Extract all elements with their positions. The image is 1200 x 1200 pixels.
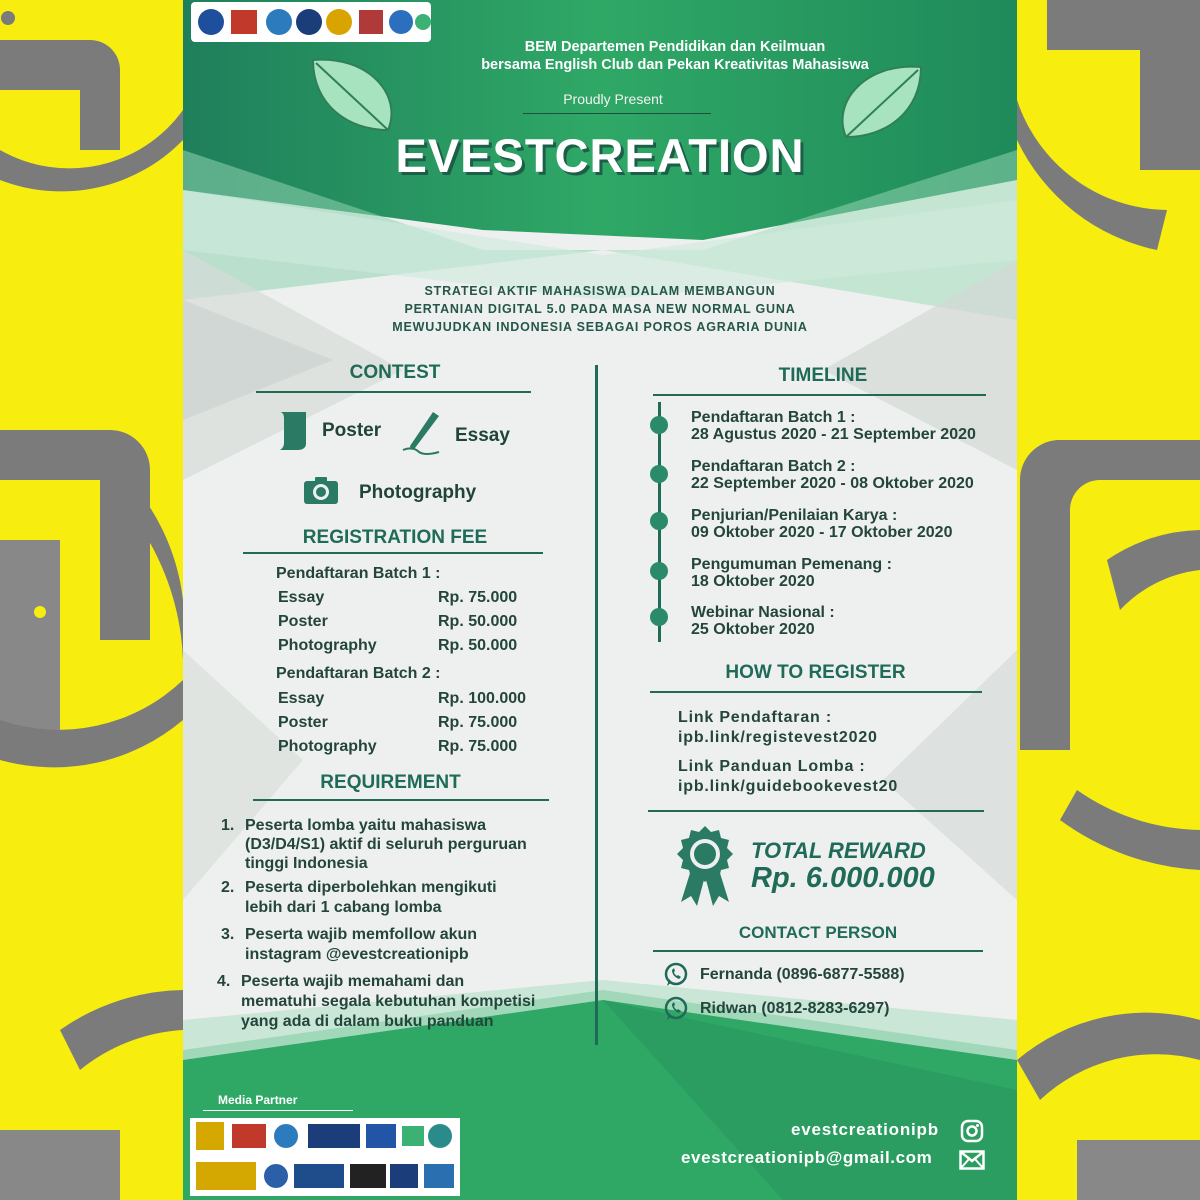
- batch2-label: Pendaftaran Batch 2 :: [276, 665, 441, 682]
- batch1-essay: Essay: [278, 589, 325, 606]
- timeline-item-4: [691, 556, 892, 590]
- batch2-photography: Photography: [278, 738, 377, 755]
- timeline-1-label: Pendaftaran Batch 1 :: [691, 409, 856, 426]
- contact-heading: CONTACT PERSON: [738, 923, 898, 942]
- requirement-text-3: [221, 925, 571, 965]
- batch2-essay: Essay: [278, 690, 325, 707]
- award-badge-icon: [677, 826, 733, 906]
- reward-amount: Rp. 6.000.000: [751, 862, 935, 894]
- requirement-heading: REQUIREMENT: [320, 772, 461, 793]
- batch1-photography: Photography: [278, 637, 377, 654]
- timeline-dot-5: [650, 608, 668, 626]
- timeline-item-3: [691, 507, 952, 541]
- whatsapp-icon: [663, 962, 689, 988]
- register-heading: HOW TO REGISTER: [725, 662, 906, 683]
- register-rule: [650, 691, 982, 693]
- timeline-2-label: Pendaftaran Batch 2 :: [691, 458, 856, 475]
- requirement-item-4: [217, 972, 577, 1032]
- contest-heading: CONTEST: [349, 362, 441, 383]
- requirement-1-line-1: Peserta lomba yaitu mahasiswa: [245, 817, 486, 834]
- event-title: EVESTCREATION: [395, 129, 805, 182]
- contest-rule: [256, 391, 531, 393]
- media-partner-rule: [203, 1110, 353, 1111]
- batch2-essay-price: Rp. 100.000: [438, 690, 527, 707]
- requirement-item-3: [221, 925, 571, 965]
- whatsapp-icon-2: [663, 996, 689, 1022]
- timeline-5-label: Webinar Nasional :: [691, 604, 835, 621]
- right-decoration: [1017, 0, 1200, 1200]
- requirement-4-line-1: Peserta wajib memahami dan: [241, 973, 465, 990]
- requirement-text-1: [221, 816, 571, 873]
- requirement-number-1: 1.: [221, 817, 235, 834]
- event-poster: [183, 0, 1017, 1200]
- batch1-essay-price: Rp. 75.000: [438, 589, 518, 606]
- timeline-5-date: 25 Oktober 2020: [691, 621, 815, 638]
- register-links: [678, 708, 898, 797]
- pattern-left: [0, 0, 183, 1200]
- theme-line-2: PERTANIAN DIGITAL 5.0 PADA MASA NEW NORMAL GUNA: [404, 302, 796, 316]
- sponsor-logos: [191, 2, 431, 42]
- batch2-poster: Poster: [278, 714, 328, 731]
- media-partner-logos: [190, 1118, 460, 1196]
- media-partner-logo-icons: [190, 1118, 460, 1196]
- timeline-dot-2: [650, 465, 668, 483]
- camera-icon: [303, 475, 339, 505]
- requirement-3-line-2: instagram @evestcreationipb: [245, 946, 469, 963]
- timeline-heading: TIMELINE: [778, 365, 868, 386]
- organizer-line-1: BEM Departemen Pendidikan dan Keilmuan: [524, 39, 826, 55]
- batch1-poster: Poster: [278, 613, 328, 630]
- timeline-3-label: Penjurian/Penilaian Karya :: [691, 507, 898, 524]
- register-link-1[interactable]: ipb.link/registevest2020: [678, 729, 878, 746]
- pattern-right: [1017, 0, 1200, 1200]
- email-address[interactable]: evestcreationipb@gmail.com: [681, 1148, 933, 1167]
- batch2-poster-price: Rp. 75.000: [438, 714, 518, 731]
- theme-line-1: STRATEGI AKTIF MAHASISWA DALAM MEMBANGUN: [424, 284, 776, 298]
- timeline-dot-4: [650, 562, 668, 580]
- register-link-2[interactable]: ipb.link/guidebookevest20: [678, 778, 899, 795]
- timeline-item-2: [691, 458, 974, 492]
- theme-text: [183, 282, 1017, 336]
- requirement-3-line-1: Peserta wajib memfollow akun: [245, 926, 478, 943]
- proudly-present: Proudly Present: [563, 91, 663, 107]
- register-label-1: Link Pendaftaran :: [678, 709, 832, 726]
- pen-icon: [401, 410, 447, 456]
- requirement-1-line-2: (D3/D4/S1) aktif di seluruh perguruan: [245, 836, 527, 853]
- timeline-3-date: 09 Oktober 2020 - 17 Oktober 2020: [691, 524, 953, 541]
- requirement-4-line-3: yang ada di dalam buku panduan: [241, 1013, 494, 1030]
- leaf-left-icon: [308, 55, 403, 135]
- contact-rule: [653, 950, 983, 952]
- column-divider: [595, 365, 598, 1045]
- organizer-line-2: bersama English Club dan Pekan Kreativitas Mahasiswa: [481, 57, 869, 73]
- requirement-2-line-2: lebih dari 1 cabang lomba: [245, 899, 442, 916]
- instagram-handle[interactable]: evestcreationipb: [791, 1120, 939, 1139]
- fee-heading: REGISTRATION FEE: [302, 527, 488, 548]
- batch2-photography-price: Rp. 75.000: [438, 738, 518, 755]
- reward-label: TOTAL REWARD: [751, 838, 926, 863]
- requirement-4-line-2: mematuhi segala kebutuhan kompetisi: [241, 993, 536, 1010]
- contest-essay: Essay: [455, 425, 510, 446]
- scroll-icon: [276, 410, 310, 452]
- requirement-rule: [253, 799, 549, 801]
- fee-rule: [243, 552, 543, 554]
- requirement-text-4: [217, 972, 577, 1032]
- batch1-poster-price: Rp. 50.000: [438, 613, 518, 630]
- timeline-2-date: 22 September 2020 - 08 Oktober 2020: [691, 475, 974, 492]
- requirement-2-line-1: Peserta diperbolehkan mengikuti: [245, 879, 497, 896]
- sponsor-logo-icons: [191, 2, 431, 42]
- left-decoration: [0, 0, 183, 1200]
- present-underline: [523, 113, 711, 114]
- timeline-1-date: 28 Agustus 2020 - 21 September 2020: [691, 426, 976, 443]
- timeline-4-date: 18 Oktober 2020: [691, 573, 815, 590]
- requirement-number-4: 4.: [217, 973, 231, 990]
- theme-line-3: MEWUJUDKAN INDONESIA SEBAGAI POROS AGRARIA DUNIA: [392, 320, 808, 334]
- email-icon: [959, 1150, 985, 1170]
- requirement-item-1: [221, 816, 571, 873]
- contact-person-2: Ridwan (0812-8283-6297): [700, 1000, 890, 1017]
- contest-poster: Poster: [322, 420, 382, 441]
- timeline-dot-3: [650, 512, 668, 530]
- timeline-item-5: [691, 604, 835, 638]
- requirement-item-2: [221, 878, 571, 918]
- contact-person-1: Fernanda (0896-6877-5588): [700, 966, 905, 983]
- instagram-icon: [960, 1119, 984, 1143]
- timeline-4-label: Pengumuman Pemenang :: [691, 556, 892, 573]
- register-bottom-rule: [648, 810, 984, 812]
- timeline-item-1: [691, 409, 976, 443]
- media-partner-label: Media Partner: [218, 1093, 298, 1107]
- batch1-label: Pendaftaran Batch 1 :: [276, 565, 441, 582]
- requirement-number-2: 2.: [221, 879, 235, 896]
- contest-photography: Photography: [359, 482, 477, 503]
- requirement-number-3: 3.: [221, 926, 235, 943]
- timeline-rule: [653, 394, 986, 396]
- requirement-1-line-3: tinggi Indonesia: [245, 855, 368, 872]
- register-label-2: Link Panduan Lomba :: [678, 758, 866, 775]
- leaf-right-icon: [831, 62, 926, 142]
- requirement-text-2: [221, 878, 571, 918]
- batch1-photography-price: Rp. 50.000: [438, 637, 518, 654]
- timeline-dot-1: [650, 416, 668, 434]
